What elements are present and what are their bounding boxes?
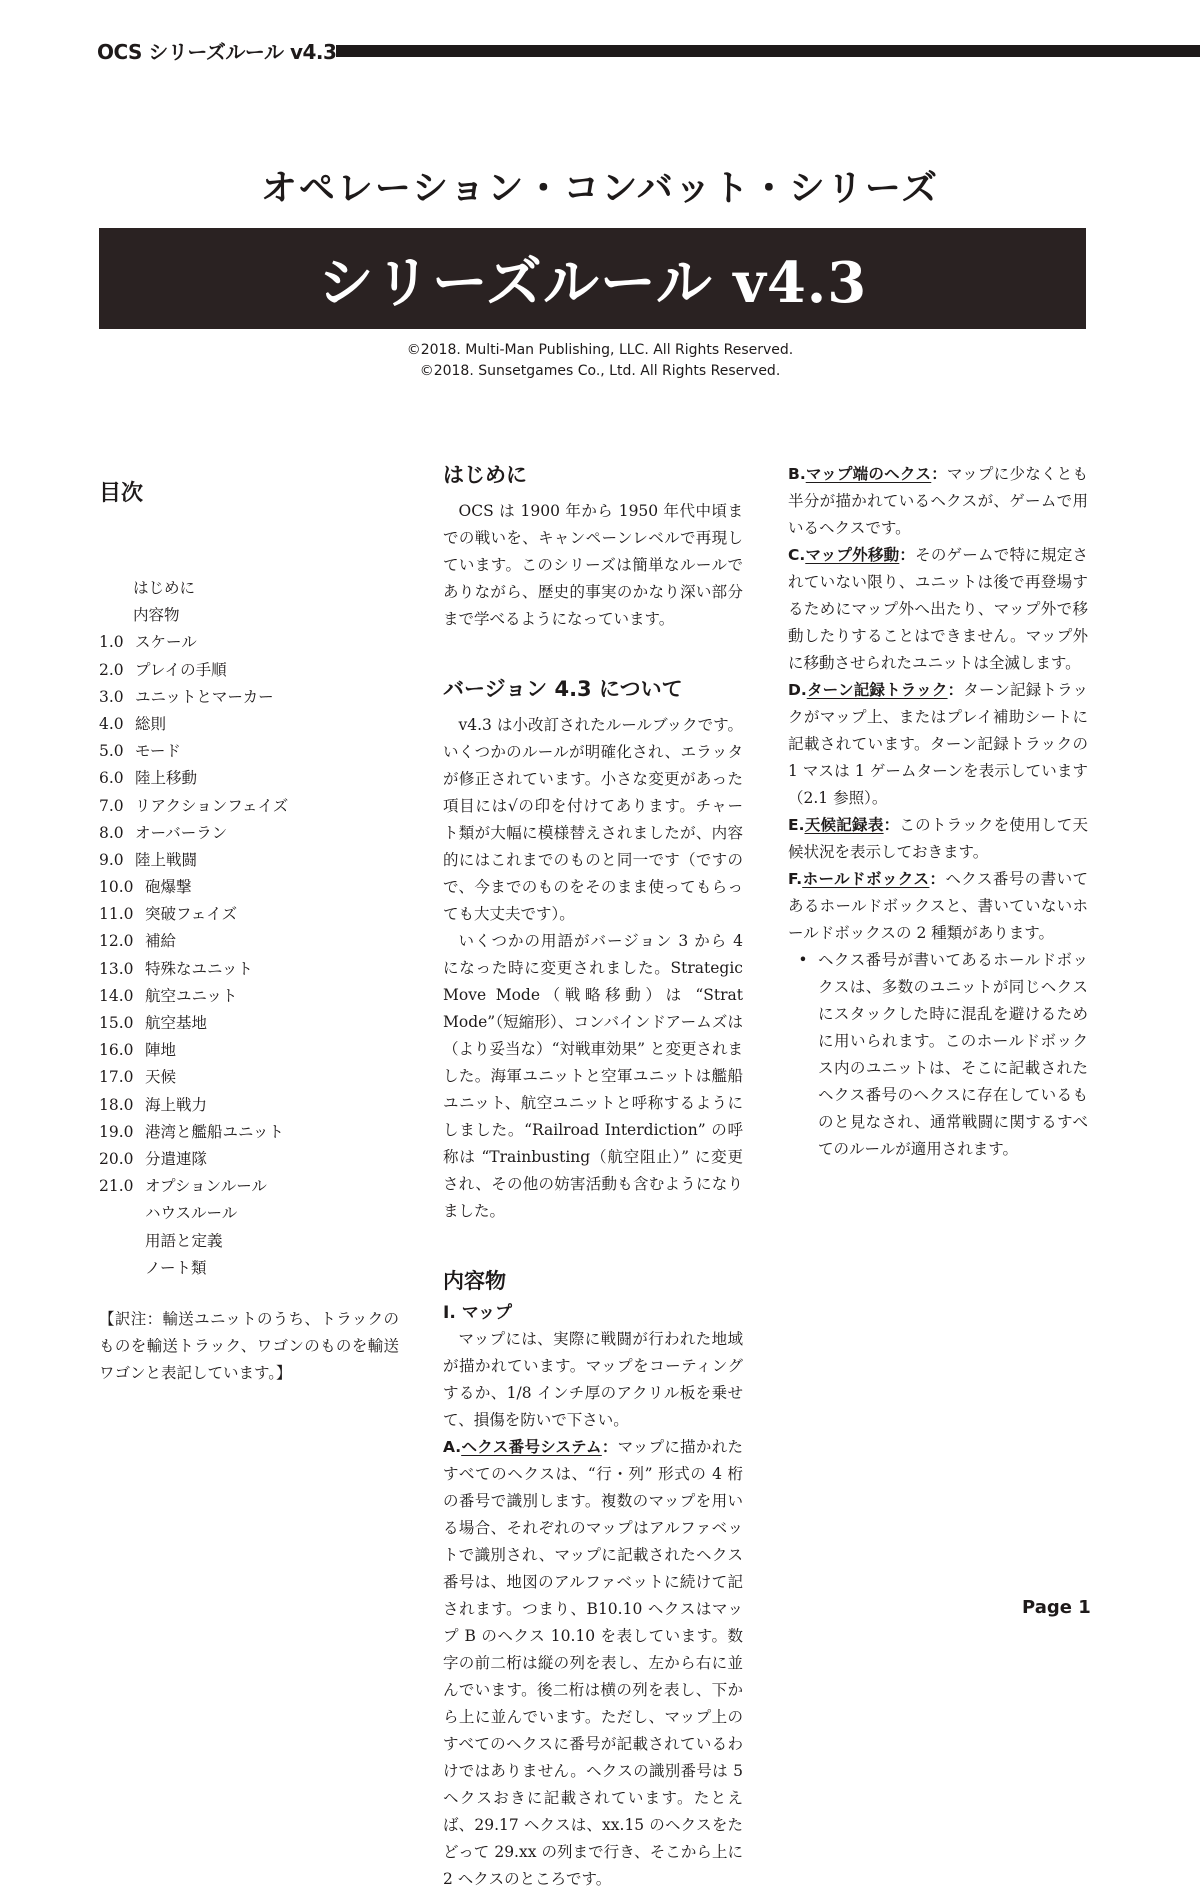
toc-item-number: 7.0: [99, 796, 124, 815]
item-prefix: F.: [788, 870, 803, 888]
toc-item-number: 14.0: [99, 986, 134, 1005]
toc-item-label: 分遣連隊: [145, 1149, 208, 1168]
item-text: マップに描かれたすべてのヘクスは、“行・列” 形式の 4 桁の番号で識別します。複数のマップを用いる場合、それぞれのマップはアルファベットで識別され、マップに記載されたヘクス番号は、地図のアルファベットに続けて記されます。つまり、B10.10 ヘクスはマップ B のヘクス 10.10 を表しています。数字の前二桁は縦の列を表し、左から右に並んでいます。後二桁は横の列を表し、下から上に並んでいます。ただし、マップ上のすべてのヘクスに番号が記載されているわけではありません。ヘクスの識別番号は 5 ヘクスおきに記載されています。たとえば、29.17 ヘクスは、xx.15 のヘクスをたどって 29.xx の列まで行き、そこから上に 2 ヘクスのところです。: [443, 1438, 743, 1888]
continuation-column: [788, 461, 1088, 1163]
toc-item-number: 17.0: [99, 1068, 134, 1087]
toc-item: [99, 575, 399, 602]
toc-item-number: 11.0: [99, 905, 134, 924]
copyright-line: ©2018. Sunsetgames Co., Ltd. All Rights Reserved.: [419, 363, 781, 379]
toc-item: [99, 684, 399, 711]
off-map-paragraph: [788, 542, 1088, 677]
toc-item-number: 6.0: [99, 769, 124, 788]
toc-item-label: 陸上移動: [135, 769, 198, 788]
item-label: [788, 816, 899, 834]
toc-item: [99, 1200, 399, 1227]
toc-item: [99, 1119, 399, 1146]
map-paragraph: マップには、実際に戦闘が行われた地域が描かれています。マップをコーティングするか、1/8 インチ厚のアクリル板を乗せて、損傷を防いで下さい。: [443, 1330, 743, 1429]
item-prefix: D.: [788, 681, 807, 699]
item-text: このトラックを使用して天候状況を表示しておきます。: [788, 816, 1088, 861]
toc-item-label: 港湾と艦船ユニット: [145, 1122, 284, 1141]
toc-item-label: 内容物: [133, 606, 180, 625]
toc-item: [99, 1037, 399, 1064]
item-text: そのゲームで特に規定されていない限り、ユニットは後で再登場するためにマップ外へ出たり、マップ外で移動したりすることはできません。マップ外に移動させられたユニットは全滅します。: [788, 546, 1088, 672]
item-text: マップに少なくとも半分が描かれているヘクスが、ゲームで用いるヘクスです。: [788, 465, 1088, 537]
toc-item: [99, 602, 399, 629]
bullet-dot: •: [798, 951, 808, 969]
toc-item: [99, 1010, 399, 1037]
item-label: [788, 546, 915, 564]
page-number: Page 1: [1022, 1597, 1091, 1618]
running-header-title: OCS シリーズルール v4.3: [97, 40, 337, 64]
toc-item: [99, 629, 399, 656]
header-rule: [336, 45, 1200, 57]
toc-item-number: 12.0: [99, 932, 134, 951]
toc-item: [99, 1064, 399, 1091]
toc-item: [99, 1255, 399, 1282]
toc-item: [99, 657, 399, 684]
toc-item-label: モード: [135, 742, 181, 761]
toc-item-label: 砲爆撃: [145, 878, 192, 897]
toc-item: [99, 711, 399, 738]
toc-item-label: ユニットとマーカー: [135, 687, 274, 706]
toc-item-number: 8.0: [99, 823, 124, 842]
toc-item-number: 2.0: [99, 660, 124, 679]
term-weather-record-table: 天候記録表: [804, 816, 884, 834]
toc-item-label: ノート類: [145, 1258, 207, 1277]
toc-item: [99, 874, 399, 901]
section-heading-contents: 内容物: [443, 1269, 506, 1293]
toc-list: [99, 575, 399, 1282]
term-hex-number-system: ヘクス番号システム: [461, 1438, 602, 1456]
toc-item-label: リアクションフェイズ: [135, 796, 289, 815]
toc-item: [99, 983, 399, 1010]
toc-item-number: 18.0: [99, 1095, 134, 1114]
subheading-map: I. マップ: [443, 1303, 513, 1323]
toc-item-number: 10.0: [99, 878, 134, 897]
hex-number-system-paragraph: [443, 1434, 743, 1893]
item-prefix: A.: [443, 1438, 462, 1456]
toc-item-label: 航空基地: [145, 1014, 208, 1032]
translator-note: 【訳注：輸送ユニットのうち、トラックのものを輸送トラック、ワゴンのものを輸送ワゴンと表記しています。】: [99, 1309, 399, 1382]
toc-item-number: 9.0: [99, 850, 124, 869]
title-banner: [99, 228, 1086, 329]
series-name: オペレーション・コンバット・シリーズ: [260, 168, 940, 209]
toc-item-label: 用語と定義: [145, 1231, 223, 1250]
item-prefix: C.: [788, 546, 806, 564]
toc-item-number: 3.0: [99, 687, 124, 706]
toc-item-label: オーバーラン: [135, 823, 228, 842]
term-hold-box: ホールドボックス: [802, 870, 930, 888]
toc-item-label: はじめに: [133, 579, 196, 597]
hold-box-bullet: [788, 947, 1088, 1163]
item-prefix: E.: [788, 816, 805, 834]
main-column: [443, 460, 743, 1893]
toc-item: [99, 738, 399, 765]
toc-column: [99, 460, 399, 1387]
toc-item-label: 航空ユニット: [145, 986, 238, 1005]
term-map-edge-hex: マップ端のヘクス: [805, 465, 932, 483]
intro-paragraph: OCS は 1900 年から 1950 年代中頃までの戦いを、キャンペーンレベルで再現しています。このシリーズは簡単なルールでありながら、歴史的事実のかなり深い部分まで学べるようになっています。: [443, 502, 743, 628]
toc-item-number: 5.0: [99, 742, 124, 761]
toc-item: [99, 847, 399, 874]
map-edge-paragraph: [788, 461, 1088, 542]
toc-item-label: スケール: [135, 633, 197, 652]
term-colon: ：: [931, 465, 948, 483]
term-off-map-movement: マップ外移動: [805, 546, 900, 564]
hold-box-paragraph: [788, 866, 1088, 947]
item-label: [788, 870, 945, 888]
turn-track-paragraph: [788, 677, 1088, 812]
toc-item-label: プレイの手順: [135, 660, 227, 679]
term-colon: ：: [947, 681, 964, 699]
toc-item-label: 天候: [145, 1068, 177, 1087]
weather-track-paragraph: [788, 812, 1088, 866]
toc-item: [99, 1228, 399, 1255]
toc-item-label: 補給: [145, 932, 177, 951]
toc-item-number: 15.0: [99, 1014, 134, 1032]
toc-item-label: 海上戦力: [145, 1095, 208, 1114]
item-text: ターン記録トラックがマップ上、またはプレイ補助シートに記載されています。ターン記録トラックの 1 マスは 1 ゲームターンを表示しています（2.1 参照）。: [788, 681, 1088, 807]
toc-item: [99, 956, 399, 983]
bullet-text: ヘクス番号が書いてあるホールドボックスは、多数のユニットが同じヘクスにスタックした時に混乱を避けるために用いられます。このホールドボックス内のユニットは、そこに記載されたヘクス番号のヘクスに存在しているものと見なされ、通常戦闘に関するすべてのルールが適用されます。: [818, 951, 1088, 1158]
toc-item-label: 陸上戦闘: [135, 850, 198, 869]
copyright-block: [0, 340, 1200, 382]
toc-item-number: 20.0: [99, 1149, 134, 1168]
copyright-line: ©2018. Multi-Man Publishing, LLC. All Rights Reserved.: [406, 342, 794, 358]
item-label: [788, 465, 947, 483]
term-colon: ：: [929, 870, 946, 888]
toc-item-number: 19.0: [99, 1122, 134, 1141]
toc-item-label: 総則: [135, 714, 167, 733]
toc-item-label: 陣地: [145, 1041, 177, 1060]
page-title: シリーズルール v4.3: [317, 249, 868, 316]
item-text: ヘクス番号の書いてあるホールドボックスと、書いていないホールドボックスの 2 種類があります。: [788, 870, 1088, 942]
toc-item: [99, 928, 399, 955]
term-colon: ：: [601, 1438, 618, 1456]
section-heading-intro: はじめに: [443, 463, 527, 487]
toc-item: [99, 1092, 399, 1119]
item-prefix: B.: [788, 465, 806, 483]
toc-item-number: 1.0: [99, 633, 124, 652]
toc-item-label: 突破フェイズ: [145, 905, 238, 924]
version-paragraph: いくつかの用語がバージョン 3 から 4 になった時に変更されました。Strategic Move Mode（戦略移動）は “Strat Mode”（短縮形）、コンバインドアームズは（より妥当な）“対戦車効果” と変更されました。海軍ユニットと空軍ユニットは艦船ユニット、航空ユニットと呼称するようにしました。“Railroad Interdiction” の呼称は “Trainbusting（航空阻止）” に変更され、その他の妨害活動も含むようになりました。: [443, 932, 743, 1220]
version-paragraph: v4.3 は小改訂されたルールブックです。いくつかのルールが明確化され、エラッタが修正されています。小さな変更があった項目には√の印を付けてあります。チャート類が大幅に模様替えされましたが、内容的にはこれまでのものと同一です（ですので、今までのものをそのまま使ってもらっても大丈夫です）。: [443, 716, 743, 923]
toc-item: [99, 793, 399, 820]
toc-item-number: 4.0: [99, 714, 124, 733]
toc-item-label: 特殊なユニット: [145, 959, 253, 978]
toc-item-label: ハウスルール: [145, 1204, 238, 1223]
term-colon: ：: [883, 816, 900, 834]
toc-item: [99, 765, 399, 792]
toc-item: [99, 1146, 399, 1173]
item-label: [788, 681, 963, 699]
toc-heading: 目次: [99, 481, 144, 506]
toc-item-label: オプションルール: [145, 1177, 267, 1196]
item-label: [443, 1438, 618, 1456]
toc-item-number: 21.0: [99, 1177, 134, 1196]
term-turn-record-track: ターン記録トラック: [806, 681, 948, 699]
toc-item-number: 13.0: [99, 959, 134, 978]
toc-item: [99, 820, 399, 847]
toc-item: [99, 901, 399, 928]
toc-item: [99, 1173, 399, 1200]
toc-item-number: 16.0: [99, 1041, 134, 1060]
term-colon: ：: [899, 546, 916, 564]
section-heading-version: バージョン 4.3 について: [443, 677, 683, 701]
